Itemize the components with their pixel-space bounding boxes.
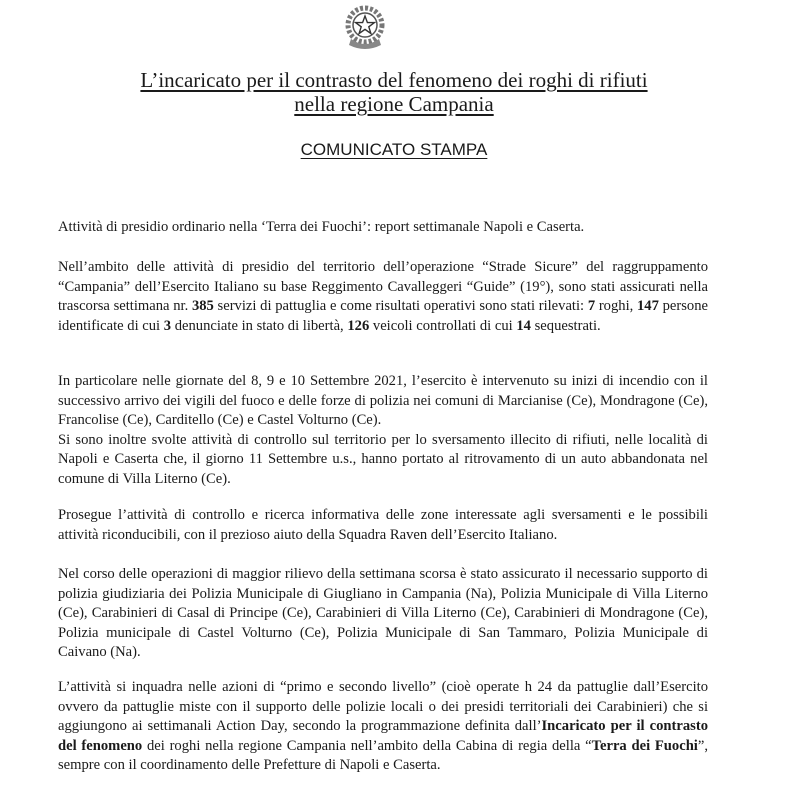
press-release-label: COMUNICATO STAMPA [300, 140, 488, 159]
vehicles-seized-count: 14 [516, 317, 531, 334]
paragraph-3-text: Prosegue l’attività di controllo e ricerca informativa delle zone interessate agli sversamenti e le possibili attività riconducibili, con il prezioso aiuto della Squadra Raven dell’Esercito Italiano. [58, 507, 708, 543]
paragraph-5 [58, 678, 708, 776]
reported-persons-count: 3 [163, 317, 172, 334]
paragraph-3 [58, 506, 708, 545]
document-title-line1: L’incaricato per il contrasto del fenomeno dei roghi di rifiuti [140, 68, 648, 92]
paragraph-1 [58, 258, 708, 336]
patrol-services-count: 385 [191, 298, 214, 315]
identified-persons-count: 147 [637, 298, 659, 315]
document-title-line2: nella regione Campania [294, 92, 494, 116]
subject-text: Attività di presidio ordinario nella ‘Terra dei Fuochi’: report settimanale Napoli e Caserta. [58, 219, 585, 235]
paragraph-5-text: L’attività si inquadra nelle azioni di “primo e secondo livello” (cioè operate h 24 da pattuglie dall’Esercito ovvero da pattuglie miste con il supporto delle polizie locali o dei presidi territoriali dei Carabinieri) che si aggiungono ai settimanali Action Day, secondo la programmazione definita dall’Incaricato per il contrasto del fenomeno dei roghi nella regione Campania nell’ambito della Cabina di regia della “Terra dei Fuochi”, sempre con il coordinamento delle Prefetture di Napoli e Caserta. [58, 679, 709, 774]
fires-count: 7 [587, 298, 596, 315]
subject-line [58, 218, 708, 238]
paragraph-1-text: Nell’ambito delle attività di presidio del territorio dell’operazione “Strade Sicure” del raggruppamento “Campania” dell’Esercito Italiano su base Reggimento Cavalleggeri “Guide” (19°), sono stati assicurati nella trascorsa settimana nr. 385 servizi di pattuglia e come risultati operativi sono stati rilevati: 7 roghi, 147 persone identificate di cui 3 denunciate in stato di libertà, 126 veicoli controllati di cui 14 sequestrati. [58, 259, 708, 334]
paragraph-2a-text: In particolare nelle giornate del 8, 9 e 10 Settembre 2021, l’esercito è intervenuto su inizi di incendio con il successivo arrivo dei vigili del fuoco e delle forze di polizia nei comuni di Marcianise (Ce), Mondragone (Ce), Francolise (Ce), Carditello (Ce) e Castel Volturno (Ce). [58, 373, 708, 429]
vehicles-checked-count: 126 [347, 317, 370, 334]
paragraph-4 [58, 565, 708, 663]
terra-dei-fuochi-bold: Terra dei Fuochi [591, 737, 698, 754]
paragraph-2b-text: Si sono inoltre svolte attività di controllo sul territorio per lo sversamento illecito di rifiuti, nelle località di Napoli e Caserta che, il giorno 11 Settembre u.s., hanno portato al ritrovamento di un auto abbandonata nel comune di Villa Literno (Ce). [58, 431, 708, 487]
paragraph-4-text: Nel corso delle operazioni di maggior rilievo della settimana scorsa è stato assicurato il necessario supporto di polizia giudiziaria dei Polizia Municipale di Giugliano in Campania (Na), Polizia Municipale di Villa Literno (Ce), Carabinieri di Casal di Principe (Ce), Carabinieri di Villa Literno (Ce), Carabinieri di Mondragone (Ce), Polizia municipale di Castel Volturno (Ce), Polizia Municipale di San Tammaro, Polizia Municipale di Caivano (Na). [58, 566, 708, 661]
commissioner-bold: Incaricato per il contrasto del fenomeno [58, 718, 708, 754]
paragraph-2 [58, 372, 708, 490]
italian-republic-emblem-icon [339, 3, 391, 55]
